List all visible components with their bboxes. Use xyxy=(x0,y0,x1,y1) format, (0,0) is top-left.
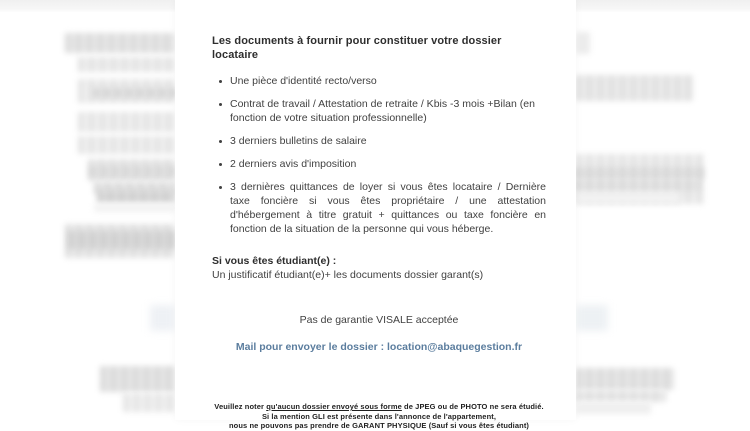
blurred-text-block xyxy=(576,75,693,101)
blurred-button-block xyxy=(150,305,175,331)
blurred-text-block xyxy=(68,231,175,249)
list-item: 3 dernières quittances de loyer si vous êtes locataire / Dernière taxe foncière si vous êtes propriétaire / une attestation d'hébergement à titre gratuit + quittances ou taxe foncière en fonction de la situation de la personne qui vous héberge. xyxy=(230,181,546,235)
list-item: 2 derniers avis d'imposition xyxy=(230,157,546,171)
footer-warning-line1: Veuillez noter qu'aucun dossier envoyé sous forme de JPEG ou de PHOTO ne sera étudié. xyxy=(214,402,544,411)
page-header-strip-right xyxy=(574,0,750,12)
blurred-text-block xyxy=(576,32,590,54)
visale-note: Pas de garantie VISALE acceptée xyxy=(299,314,459,326)
footer-warning-line2: Si la mention GLI est présente dans l'annonce de l'appartement, xyxy=(261,411,497,421)
mail-instruction-line xyxy=(212,340,546,354)
blurred-text-block xyxy=(78,112,175,132)
blurred-text-block xyxy=(100,366,175,392)
blurred-text-block xyxy=(576,368,674,390)
blurred-text-block xyxy=(576,192,680,204)
blurred-button-block xyxy=(576,305,608,331)
page-header-strip-left xyxy=(0,0,176,12)
footer-warning-line3: nous ne pouvons pas prendre de GARANT PHYSIQUE (Sauf si vous êtes étudiant) xyxy=(228,421,530,430)
blurred-text-block xyxy=(576,390,666,402)
rental-dossier-document xyxy=(175,0,576,430)
list-item: Contrat de travail / Attestation de retraite / Kbis -3 mois +Bilan (en fonction de votre situation professionnelle) xyxy=(230,97,546,125)
footer-warning xyxy=(212,402,546,431)
blurred-text-block xyxy=(93,88,175,98)
blurred-text-block xyxy=(65,33,175,53)
blurred-text-block xyxy=(90,166,175,177)
student-section-body: Un justificatif étudiant(e)+ les documents dossier garant(s) xyxy=(212,269,484,281)
document-title: Les documents à fournir pour constituer votre dossier locataire xyxy=(212,35,502,61)
blurred-text-block xyxy=(576,402,651,414)
list-item: 3 derniers bulletins de salaire xyxy=(230,134,546,148)
footer-underlined-phrase: qu'aucun dossier envoyé sous forme xyxy=(266,402,402,411)
blurred-text-block xyxy=(576,167,704,179)
email-link[interactable]: location@abaquegestion.fr xyxy=(387,341,523,353)
blurred-text-block xyxy=(576,180,700,191)
required-documents-list xyxy=(212,74,546,236)
blurred-text-block xyxy=(123,393,175,412)
blurred-text-block xyxy=(94,204,175,212)
list-item: Une pièce d'identité recto/verso xyxy=(230,74,546,88)
mail-label: Mail pour envoyer le dossier : xyxy=(235,341,388,353)
student-section-heading: Si vous êtes étudiant(e) : xyxy=(212,255,337,267)
blurred-text-block xyxy=(97,189,175,203)
blurred-text-block xyxy=(78,136,175,154)
blurred-text-block xyxy=(78,57,175,72)
